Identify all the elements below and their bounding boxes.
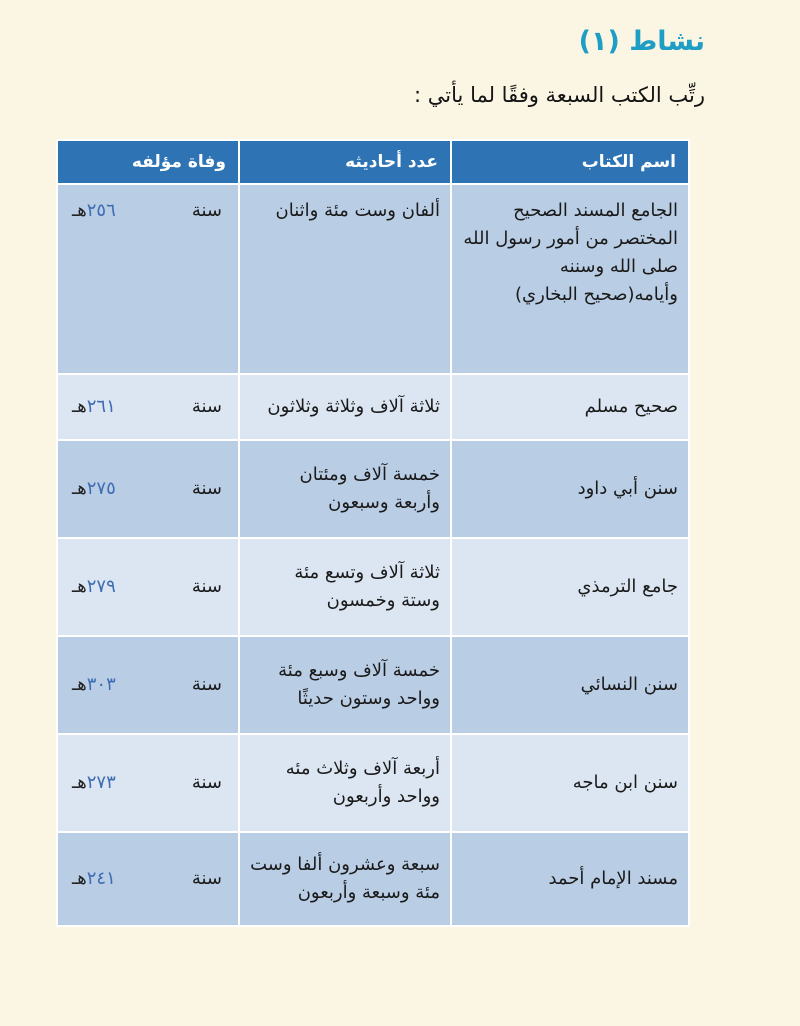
table-body xyxy=(57,184,689,926)
hijri-suffix: هـ xyxy=(72,674,87,696)
hadith-count-cell: سبعة وعشرون ألفا وست مئة وسبعة وأربعون xyxy=(239,832,451,926)
book-name-cell: سنن أبي داود xyxy=(451,440,689,538)
death-year-number: ٢٧٥ xyxy=(86,478,116,500)
book-name-cell: سنن النسائي xyxy=(451,636,689,734)
table-header xyxy=(57,140,689,184)
table-row xyxy=(57,374,689,440)
book-name-cell: الجامع المسند الصحيح المختصر من أمور رسول الله صلى الله وسننه وأيامه(صحيح البخاري) xyxy=(451,184,689,374)
book-name-cell: مسند الإمام أحمد xyxy=(451,832,689,926)
death-year xyxy=(68,769,228,797)
activity-title: نشاط (١) xyxy=(578,26,705,57)
table-row xyxy=(57,832,689,926)
hadith-count-cell: ثلاثة آلاف وثلاثة وثلاثون xyxy=(239,374,451,440)
death-year-label: سنة xyxy=(191,674,222,696)
death-year-value xyxy=(72,475,116,503)
hijri-suffix: هـ xyxy=(72,868,87,890)
hadith-count-cell: ألفان وست مئة واثنان xyxy=(239,184,451,374)
hijri-suffix: هـ xyxy=(72,200,87,221)
hijri-suffix: هـ xyxy=(72,478,87,500)
table-row xyxy=(57,636,689,734)
hadith-count-cell: خمسة آلاف وسبع مئة وواحد وستون حديثًا xyxy=(239,636,451,734)
death-year xyxy=(68,393,228,421)
worksheet-page xyxy=(0,26,800,1026)
death-year-value xyxy=(72,573,116,601)
death-year-number: ٢٧٩ xyxy=(86,576,116,598)
death-year xyxy=(68,671,228,699)
table-row xyxy=(57,184,689,374)
death-year xyxy=(68,197,228,225)
book-name-cell: جامع الترمذي xyxy=(451,538,689,636)
hijri-suffix: هـ xyxy=(72,772,87,794)
book-name-cell: سنن ابن ماجه xyxy=(451,734,689,832)
death-year xyxy=(68,865,228,893)
table-row xyxy=(57,734,689,832)
death-year-label: سنة xyxy=(191,772,222,794)
hijri-suffix: هـ xyxy=(72,396,87,418)
header-row xyxy=(57,140,689,184)
death-year xyxy=(68,475,228,503)
death-year-label: سنة xyxy=(191,396,222,418)
hadith-count-cell: خمسة آلاف ومئتان وأربعة وسبعون xyxy=(239,440,451,538)
header-author-death: وفاة مؤلفه xyxy=(57,140,239,184)
author-death-cell xyxy=(57,374,239,440)
death-year-number: ٢٥٦ xyxy=(86,200,116,221)
author-death-cell xyxy=(57,832,239,926)
author-death-cell xyxy=(57,440,239,538)
books-table xyxy=(56,139,690,927)
death-year-value xyxy=(72,197,116,225)
author-death-cell xyxy=(57,538,239,636)
hadith-count-cell: ثلاثة آلاف وتسع مئة وستة وخمسون xyxy=(239,538,451,636)
death-year-number: ٢٤١ xyxy=(86,868,116,890)
death-year-label: سنة xyxy=(191,200,222,221)
death-year-number: ٢٦١ xyxy=(86,396,116,418)
hijri-suffix: هـ xyxy=(72,576,87,598)
table-row xyxy=(57,538,689,636)
death-year-label: سنة xyxy=(191,868,222,890)
death-year-value xyxy=(72,393,116,421)
instruction-text: رتِّب الكتب السبعة وفقًا لما يأتي : xyxy=(414,83,705,107)
header-hadith-count: عدد أحاديثه xyxy=(239,140,451,184)
author-death-cell xyxy=(57,636,239,734)
death-year-label: سنة xyxy=(191,478,222,500)
death-year xyxy=(68,573,228,601)
author-death-cell xyxy=(57,734,239,832)
death-year-number: ٣٠٣ xyxy=(86,674,116,696)
death-year-label: سنة xyxy=(191,576,222,598)
book-name-cell: صحيح مسلم xyxy=(451,374,689,440)
header-book-name: اسم الكتاب xyxy=(451,140,689,184)
death-year-value xyxy=(72,671,116,699)
table-row xyxy=(57,440,689,538)
author-death-cell xyxy=(57,184,239,374)
death-year-number: ٢٧٣ xyxy=(86,772,116,794)
death-year-value xyxy=(72,769,116,797)
death-year-value xyxy=(72,865,116,893)
hadith-count-cell: أربعة آلاف وثلاث مئه وواحد وأربعون xyxy=(239,734,451,832)
